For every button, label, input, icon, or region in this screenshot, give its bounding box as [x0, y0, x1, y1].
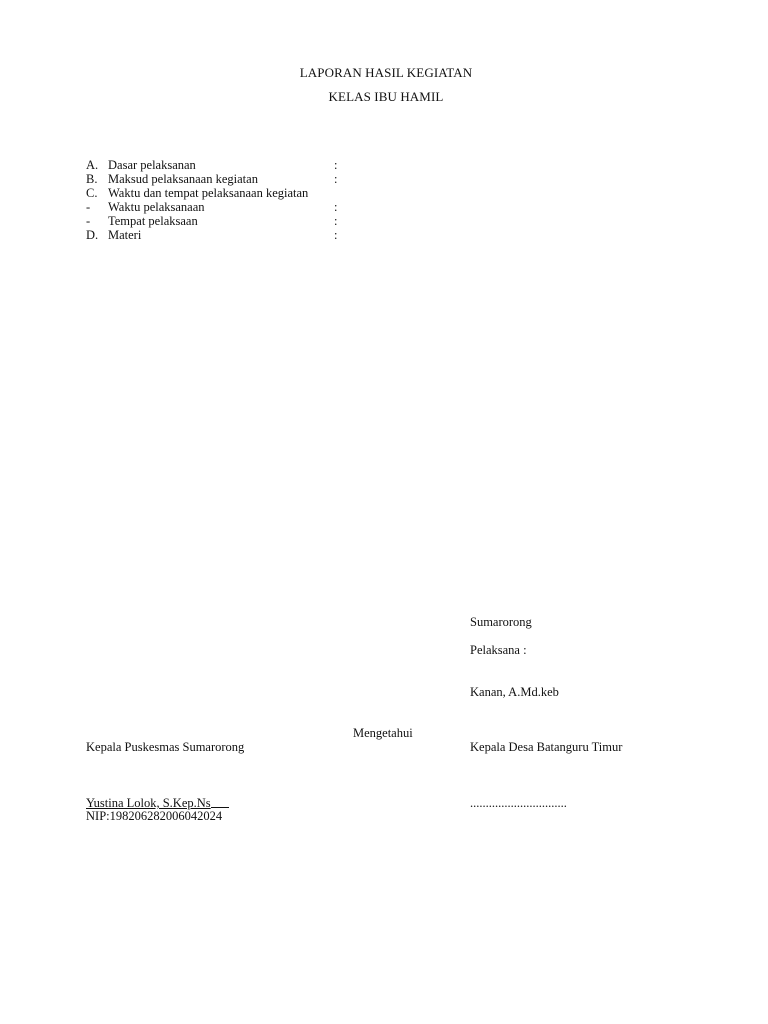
item-label: Maksud pelaksanaan kegiatan: [108, 172, 258, 186]
left-signatory-name: Yustina Lolok, S.Kep.Ns: [86, 796, 211, 810]
item-marker: -: [86, 200, 91, 214]
list-item: [86, 214, 386, 228]
item-colon: :: [334, 172, 338, 186]
item-marker: -: [86, 214, 91, 228]
list-item: [86, 200, 386, 214]
item-label: Waktu pelaksanaan: [108, 200, 205, 214]
list-item: [86, 186, 386, 200]
left-signatory-nip: NIP:198206282006042024: [86, 809, 223, 823]
document-subtitle: KELAS IBU HAMIL: [328, 89, 444, 104]
item-colon: :: [334, 228, 338, 242]
left-signatory-title: Kepala Puskesmas Sumarorong: [86, 740, 245, 754]
report-items-list: [86, 158, 386, 242]
item-marker: D.: [86, 228, 99, 242]
item-colon: :: [334, 214, 338, 228]
executor-label: Pelaksana :: [470, 643, 527, 657]
place-text: Sumarorong: [470, 615, 532, 629]
item-colon: :: [334, 158, 338, 172]
item-marker: B.: [86, 172, 98, 186]
executor-name: Kanan, A.Md.keb: [470, 685, 559, 699]
document-title: LAPORAN HASIL KEGIATAN: [299, 65, 473, 80]
right-signatory-name-blank: ...............................: [470, 796, 567, 810]
list-item: [86, 172, 386, 186]
item-label: Tempat pelaksaan: [108, 214, 198, 228]
item-label: Waktu dan tempat pelaksanaan kegiatan: [108, 186, 309, 200]
item-label: Dasar pelaksanan: [108, 158, 196, 172]
acknowledged-label: Mengetahui: [353, 726, 413, 740]
right-signatory-title: Kepala Desa Batanguru Timur: [470, 740, 623, 754]
left-signatory-name-line: [86, 796, 229, 810]
item-marker: A.: [86, 158, 99, 172]
signature-underline: [211, 796, 229, 808]
item-colon: :: [334, 200, 338, 214]
item-marker: C.: [86, 186, 98, 200]
list-item: [86, 158, 386, 172]
item-label: Materi: [108, 228, 142, 242]
list-item: [86, 228, 386, 242]
